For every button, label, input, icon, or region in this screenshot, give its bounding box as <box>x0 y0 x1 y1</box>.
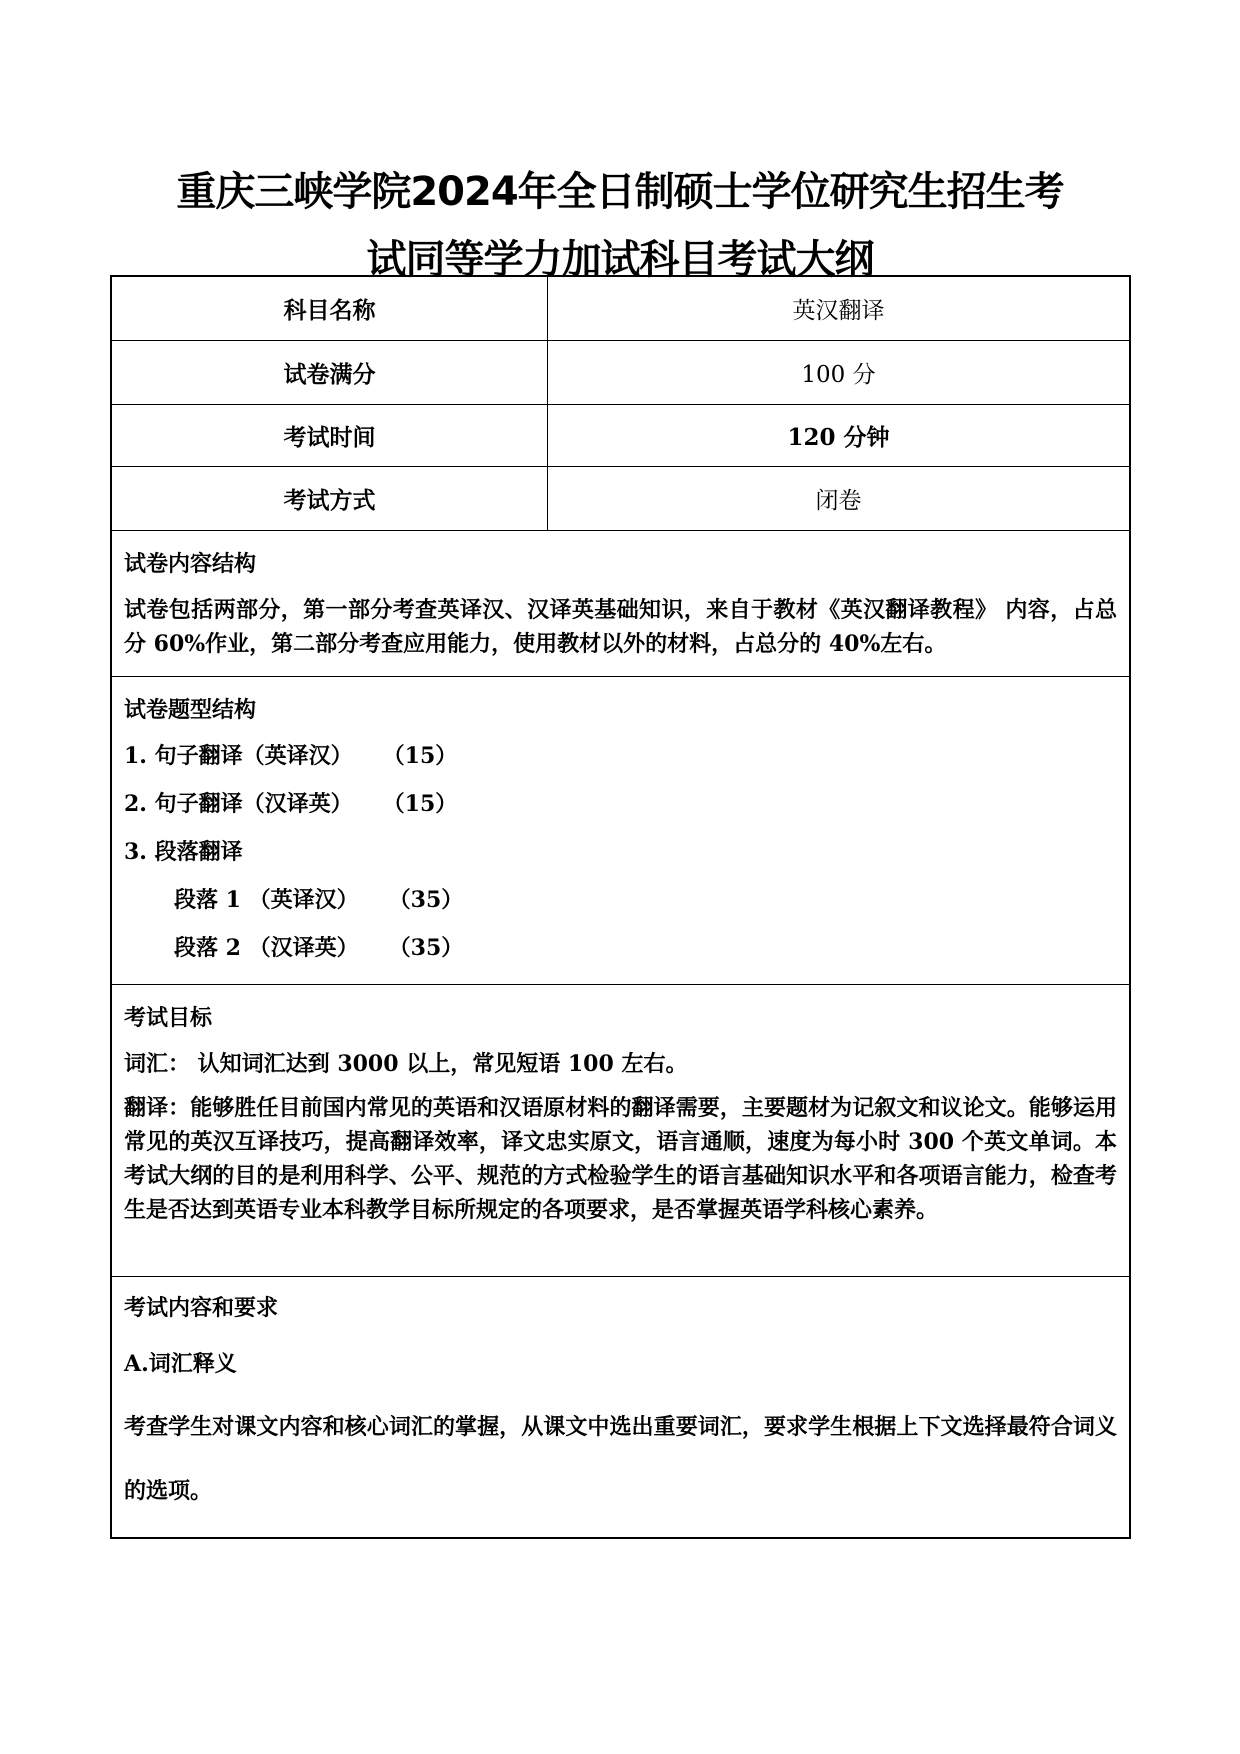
info-label: 科目名称 <box>112 277 548 340</box>
section-heading: 考试目标 <box>124 1005 213 1031</box>
item-label: 3. 段落翻译 <box>124 839 243 865</box>
info-value: 100 分 <box>801 362 876 388</box>
info-row-exam-time <box>112 405 1129 467</box>
question-sub-item-2 <box>124 931 1117 965</box>
info-label: 考试时间 <box>112 405 548 466</box>
info-value: 英汉翻译 <box>792 298 885 324</box>
item-label: 2. 句子翻译（汉译英） <box>124 791 353 817</box>
item-score: （35） <box>388 887 464 913</box>
section-heading: 考试内容和要求 <box>124 1295 279 1321</box>
section-heading: 试卷题型结构 <box>124 697 257 723</box>
info-row-subject <box>112 277 1129 341</box>
item-label: 1. 句子翻译（英译汉） <box>124 743 353 769</box>
info-label: 考试方式 <box>112 467 548 530</box>
section-subheading: A.词汇释义 <box>124 1351 237 1377</box>
info-value: 闭卷 <box>815 488 862 514</box>
question-item-2 <box>124 787 1117 821</box>
title-line-1: 重庆三峡学院2024年全日制硕士学位研究生招生考 <box>176 169 1064 215</box>
item-score: （15） <box>382 743 458 769</box>
section-question-structure <box>112 677 1129 985</box>
item-score: （15） <box>382 791 458 817</box>
question-item-1 <box>124 739 1117 773</box>
item-label: 段落 2 （汉译英） <box>174 935 359 961</box>
page-title <box>0 158 1240 294</box>
section-heading: 试卷内容结构 <box>124 551 257 577</box>
question-sub-item-1 <box>124 883 1117 917</box>
info-row-full-score <box>112 341 1129 405</box>
title-line-2: 试同等学力加试科目考试大纲 <box>366 237 874 283</box>
item-score: （35） <box>388 935 464 961</box>
question-item-3 <box>124 835 1117 869</box>
info-label: 试卷满分 <box>112 341 548 404</box>
section-objectives <box>112 985 1129 1277</box>
objective-vocab: 词汇： 认知词汇达到 3000 以上，常见短语 100 左右。 <box>124 1051 688 1077</box>
section-requirements <box>112 1277 1129 1539</box>
info-row-exam-mode <box>112 467 1129 531</box>
info-value: 120 分钟 <box>787 424 890 451</box>
section-text: 试卷包括两部分，第一部分考查英译汉、汉译英基础知识，来自于教材《英汉翻译教程》 内容，占总分 60%作业，第二部分考查应用能力，使用教材以外的材料，占总分的 40%左右。 <box>124 597 1117 657</box>
section-content-structure <box>112 531 1129 677</box>
section-text: 考查学生对课文内容和核心词汇的掌握，从课文中选出重要词汇，要求学生根据上下文选择最符合词义的选项。 <box>124 1414 1117 1504</box>
objective-translation: 翻译：能够胜任目前国内常见的英语和汉语原材料的翻译需要，主要题材为记叙文和议论文。能够运用常见的英汉互译技巧，提高翻译效率，译文忠实原文，语言通顺，速度为每小时 300 个英文单词。本考试大纲的目的是利用科学、公平、规范的方式检验学生的语言基础知识水平和各项语言能力，检查考生是否达到英语专业本科教学目标所规定的各项要求，是否掌握英语学科核心素养。 <box>124 1095 1117 1223</box>
syllabus-table <box>110 275 1131 1539</box>
item-label: 段落 1 （英译汉） <box>174 887 359 913</box>
